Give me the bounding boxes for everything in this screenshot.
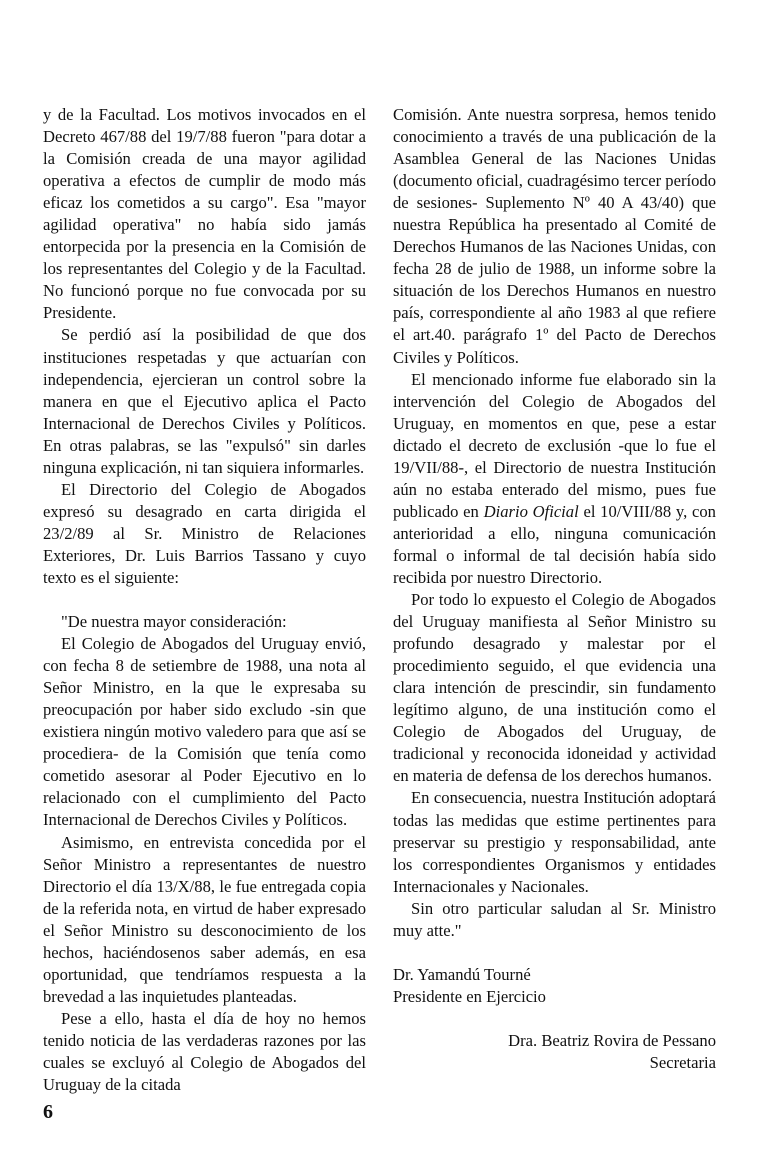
paragraph-lost-possibility: Se perdió así la posibilidad de que dos instituciones respetadas y que actuarían con independencia, ejercieran un control sobre la manera en que el Ejecutivo aplica el Pacto Internacional de Derechos Civiles y Políticos. En otras palabras, se las "expulsó" sin darles ninguna explicación, ni tan siquiera informarles.: [43, 325, 366, 477]
letter-paragraph-commission: Comisión. Ante nuestra sorpresa, hemos tenido conocimiento a través de una publicación de la Asamblea General de las Naciones Unidas (documento oficial, cuadragésimo tercer período de sesiones- Suplemento Nº 40 A 43/40) que nuestra República ha presentado al Comité de Derechos Humanos de las Naciones Unidas, con fecha 28 de julio de 1988, un informe sobre la situación de los Derechos Humanos en nuestro país, correspondiente al año 1983 al que refiere el art.40. parágrafo 1º del Pacto de Derechos Civiles y Políticos.: [393, 105, 716, 367]
secretary-title: Secretaria: [649, 1052, 716, 1072]
report-text-after: el 10/VIII/88 y, con anterioridad a ello, ninguna comunicación formal o informal de tal decisión había sido recibida por nuestro Directorio.: [393, 501, 716, 587]
letter-salutation: "De nuestra mayor consideración:: [61, 612, 287, 632]
letter-paragraph-no-news: Pese a ello, hasta el día de hoy no hemos tenido noticia de las verdaderas razones por las cuales se excluyó al Colegio de Abogados del Uruguay de la citada: [43, 1008, 366, 1095]
diario-oficial-text: Diario Oficial: [483, 501, 579, 521]
letter-closing: Sin otro particular saludan al Sr. Ministro muy atte.": [393, 898, 716, 940]
president-signature: [393, 964, 716, 1008]
letter-paragraph-measures: En consecuencia, nuestra Institución adoptará todas las medidas que estime pertinentes para preservar su prestigio y responsabilidad, ante los correspondientes Organismos y entidades Internacionales y Nacionales.: [393, 788, 716, 896]
letter-paragraph-displeasure: Por todo lo expuesto el Colegio de Abogados del Uruguay manifiesta al Señor Ministro su profundo desagrado y malestar por el procedimiento seguido, el que evidencia una clara intención de prescindir, sin fundamento legítimo alguno, de una institución como el Colegio de Abogados del Uruguay, de tradicional y reconocida idoneidad y actividad en materia de defensa de los derechos humanos.: [393, 590, 716, 786]
president-name: Dr. Yamandú Tourné: [393, 964, 531, 984]
left-column: [43, 104, 366, 1096]
paragraph-motives: y de la Facultad. Los motivos invocados en el Decreto 467/88 del 19/7/88 fueron "para dotar a la Comisión creada de una mayor agilidad operativa a efectos de cumplir de modo más eficaz los cometidos a su cargo". Esa "mayor agilidad operativa" no había sido jamás entorpecida por la presencia en la Comisión de los representantes del Colegio y de la Facultad. No funcionó porque no fue convocada por su Presidente.: [43, 105, 366, 323]
paragraph-directorio-letter: El Directorio del Colegio de Abogados expresó su desagrado en carta dirigida el 23/2/89 al Sr. Ministro de Relaciones Exteriores, Dr. Luis Barrios Tassano y cuyo texto es el siguiente:: [43, 479, 366, 587]
page-number: 6: [43, 1101, 53, 1123]
right-column: [393, 104, 716, 1074]
president-title: Presidente en Ejercicio: [393, 986, 546, 1006]
secretary-name: Dra. Beatriz Rovira de Pessano: [508, 1030, 716, 1050]
letter-paragraph-note: El Colegio de Abogados del Uruguay envió, con fecha 8 de setiembre de 1988, una nota al Señor Ministro, en la que le expresaba su preocupación por haber sido excludo -sin que existiera ningún motivo valedero para que así se procediera- de la Comisión que tenía como cometido asesorar al Poder Ejecutivo en lo relacionado con el cumplimiento del Pacto Internacional de Derechos Civiles y Políticos.: [43, 634, 366, 830]
letter-paragraph-report: [393, 369, 716, 589]
letter-paragraph-interview: Asimismo, en entrevista concedida por el Señor Ministro a representantes de nuestro Directorio el día 13/X/88, le fue entregada copia de la referida nota, en virtud de haber expresado el Señor Ministro su desconocimiento de los hechos, haciéndosenos saber además, en esa oportunidad, que tendríamos respuesta a la brevedad a las inquietudes planteadas.: [43, 832, 366, 1006]
report-text-before: El mencionado informe fue elaborado sin la intervención del Colegio de Abogados del Uruguay, en momentos en que, pese a estar dictado el decreto de exclusión -que lo fue el 19/VII/88-, el Directorio de nuestra Institución aún no estaba enterado del mismo, pues fue publicado en: [393, 369, 716, 521]
secretary-signature: [393, 1030, 716, 1074]
